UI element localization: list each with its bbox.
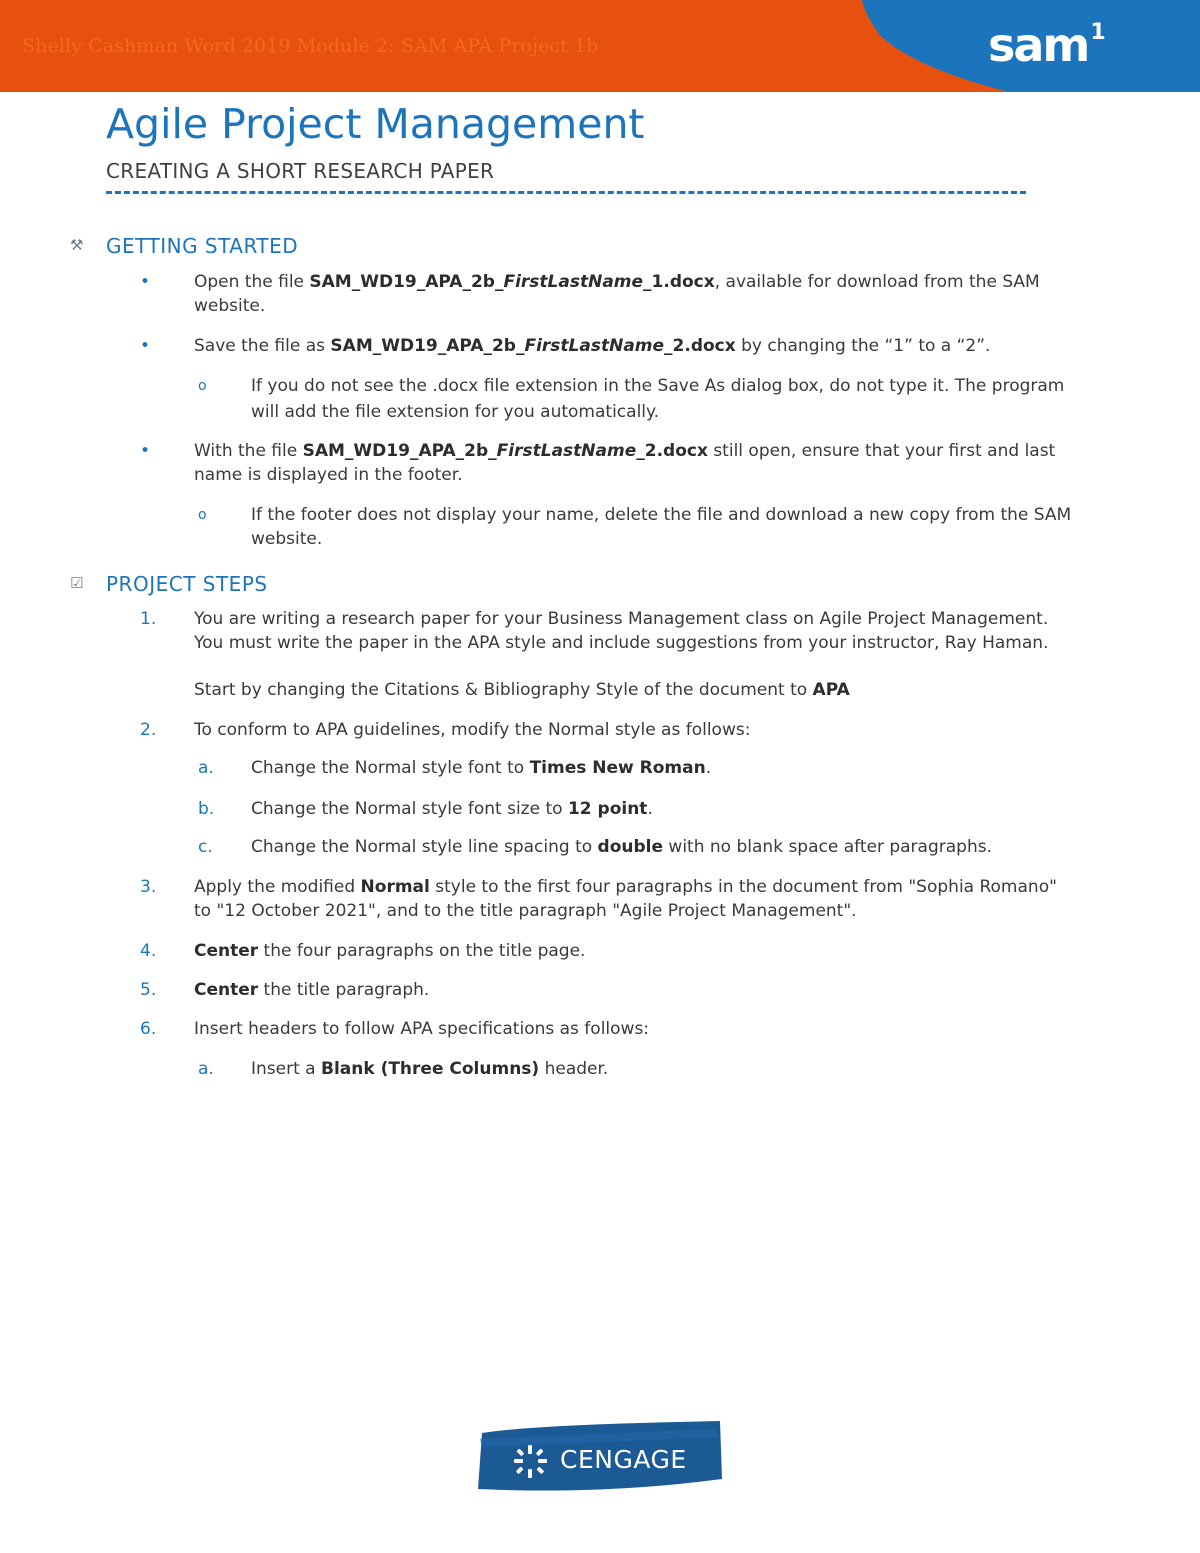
file-name: SAM_WD19_APA_2b_	[330, 336, 525, 357]
substep-letter: a.	[198, 1059, 214, 1080]
bullet-icon: •	[140, 272, 151, 293]
header-banner	[0, 0, 1200, 92]
bold-term: Times New Roman	[529, 758, 706, 779]
step-paragraph	[194, 678, 1074, 702]
substep-letter: a.	[198, 758, 214, 779]
step-text: Change the Normal style font size to	[251, 799, 568, 820]
section-getting-started	[70, 234, 1106, 259]
step-text: Insert a	[251, 1059, 321, 1080]
file-name: _2.docx	[636, 441, 708, 462]
step-item	[106, 607, 1106, 655]
substep-letter: c.	[198, 837, 213, 858]
substep-item	[106, 756, 1106, 780]
list-item	[106, 503, 1106, 551]
page-title: Agile Project Management	[106, 100, 645, 148]
file-name-italic: FirstLastName	[496, 441, 637, 462]
item-text: by changing the “1” to a “2”.	[735, 336, 991, 357]
step-text: header.	[539, 1059, 609, 1080]
bold-term: 12 point	[567, 799, 648, 820]
item-text: Save the file as	[194, 336, 331, 357]
step-number: 6.	[140, 1019, 157, 1040]
step-number: 2.	[140, 720, 157, 741]
file-name: SAM_WD19_APA_2b_	[309, 272, 504, 293]
step-number: 1.	[140, 609, 157, 630]
list-item	[106, 373, 1106, 425]
dashed-divider	[106, 191, 1026, 200]
step-text: Apply the modified	[194, 877, 361, 898]
step-number: 3.	[140, 877, 157, 898]
step-item	[106, 875, 1106, 923]
file-name: _1.docx	[643, 272, 715, 293]
cengage-logo-text: CENGAGE	[560, 1445, 687, 1474]
circle-bullet-icon: o	[198, 507, 207, 524]
step-text: To conform to APA guidelines, modify the Normal style as follows:	[194, 720, 751, 741]
banner-title: Shelly Cashman Word 2019 Module 2: SAM APA Project 1b	[22, 35, 599, 57]
bold-term: APA	[812, 680, 850, 701]
list-item	[106, 334, 1106, 358]
item-text: , available for download from the SAM website.	[194, 272, 1040, 317]
step-item	[106, 718, 1106, 742]
step-text: Change the Normal style font to	[251, 758, 530, 779]
step-number: 5.	[140, 980, 157, 1001]
tools-icon: ⚒	[70, 236, 84, 255]
sam-logo-mark: 1	[1090, 19, 1104, 45]
file-name: SAM_WD19_APA_2b_	[302, 441, 497, 462]
document-body	[70, 92, 1106, 1081]
step-text: the four paragraphs on the title page.	[258, 941, 586, 962]
step-text: the title paragraph.	[258, 980, 430, 1001]
bold-term: Normal	[360, 877, 430, 898]
sam-logo-text: sam	[988, 18, 1089, 72]
section-heading: PROJECT STEPS	[106, 572, 268, 597]
item-text: still open, ensure that your first and last name is displayed in the footer.	[194, 441, 1056, 486]
bold-term: Blank (Three Columns)	[320, 1059, 540, 1080]
checklist-icon: ☑	[70, 574, 84, 593]
step-text: Start by changing the Citations & Bibliography Style of the document to	[194, 680, 813, 701]
step-text: Insert headers to follow APA specifications as follows:	[194, 1019, 650, 1040]
item-text: With the file	[194, 441, 303, 462]
section-heading: GETTING STARTED	[106, 234, 299, 259]
substep-letter: b.	[198, 799, 215, 820]
step-text: .	[647, 799, 653, 820]
bullet-icon: •	[140, 336, 151, 357]
item-text: If the footer does not display your name, delete the file and download a new copy from the SAM website.	[251, 505, 1072, 550]
step-text: with no blank space after paragraphs.	[663, 837, 992, 858]
file-name-italic: FirstLastName	[503, 272, 644, 293]
substep-item	[106, 797, 1106, 821]
step-item	[106, 1017, 1106, 1041]
step-text: style to the first four paragraphs in the document from "Sophia Romano" to "12 October 2021", and to the title paragraph "Agile Project Management".	[194, 877, 1057, 922]
bold-term: double	[597, 837, 664, 858]
bold-term: Center	[194, 941, 259, 962]
substep-item	[106, 835, 1106, 859]
step-text: Change the Normal style line spacing to	[251, 837, 598, 858]
substep-item	[106, 1057, 1106, 1081]
step-item	[106, 978, 1106, 1002]
step-item	[106, 939, 1106, 963]
bold-term: Center	[194, 980, 259, 1001]
section-project-steps	[70, 572, 1106, 597]
item-text: Open the file	[194, 272, 310, 293]
list-item	[106, 270, 1106, 318]
bullet-icon: •	[140, 441, 151, 462]
list-item	[106, 439, 1106, 487]
file-name-italic: FirstLastName	[524, 336, 665, 357]
item-text: If you do not see the .docx file extension in the Save As dialog box, do not type it. The program will add the file extension for you automatically.	[251, 376, 1065, 423]
page-subtitle: CREATING A SHORT RESEARCH PAPER	[106, 159, 495, 184]
cengage-logo	[476, 1419, 724, 1495]
step-text: You are writing a research paper for your Business Management class on Agile Project Management. You must write the paper in the APA style and include suggestions from your instructor, Ray Haman.	[194, 609, 1049, 654]
step-text: .	[705, 758, 712, 779]
file-name: _2.docx	[664, 336, 736, 357]
sam-logo	[988, 18, 1104, 72]
step-number: 4.	[140, 941, 157, 962]
circle-bullet-icon: o	[198, 378, 207, 395]
